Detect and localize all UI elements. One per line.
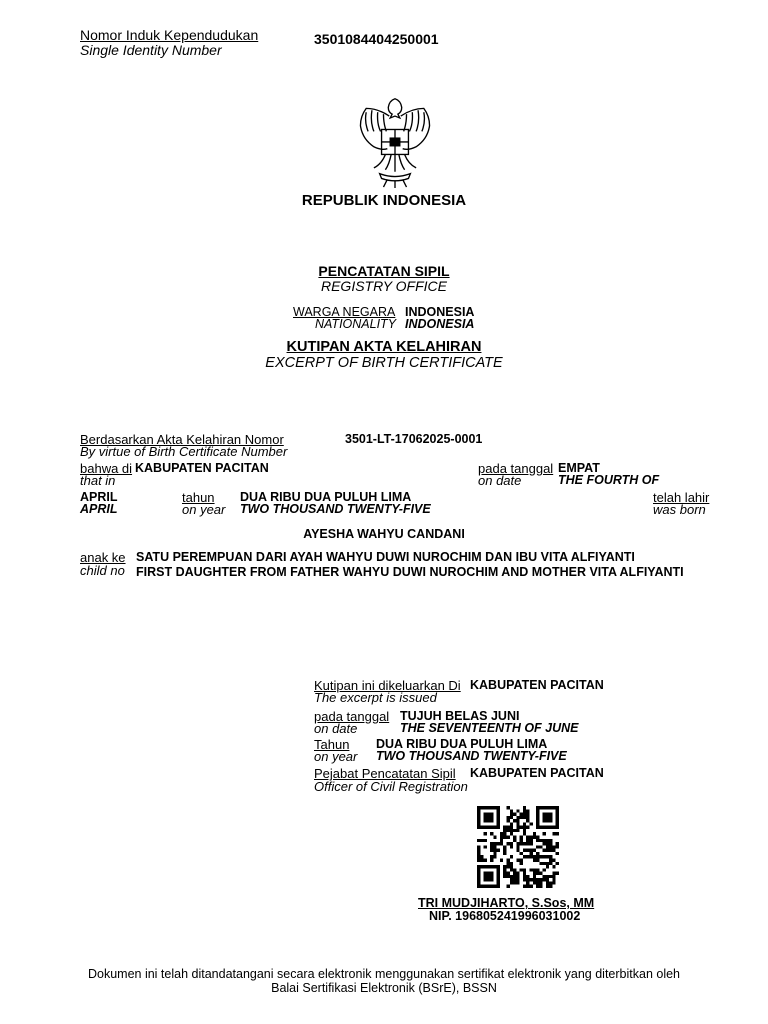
basis-value: 3501-LT-17062025-0001	[345, 432, 483, 446]
nik-label-en: Single Identity Number	[80, 42, 222, 58]
date-value-en: THE FOURTH OF	[558, 473, 660, 487]
issue-year-label-en: on year	[314, 749, 358, 764]
officer-label: Pejabat Pencatatan Sipil	[314, 766, 456, 781]
year-value: DUA RIBU DUA PULUH LIMA	[240, 490, 412, 504]
issue-date-value: TUJUH BELAS JUNI	[400, 709, 520, 723]
place-value: KABUPATEN PACITAN	[135, 461, 269, 475]
nationality-value-en: INDONESIA	[405, 317, 475, 331]
issue-year-value-en: TWO THOUSAND TWENTY-FIVE	[376, 749, 567, 763]
nik-value: 3501084404250001	[314, 31, 439, 47]
officer-value: KABUPATEN PACITAN	[470, 766, 604, 780]
issue-year-value: DUA RIBU DUA PULUH LIMA	[376, 737, 548, 751]
month-value-en: APRIL	[80, 502, 118, 516]
place-label-en: that in	[80, 473, 116, 488]
office-title: PENCATATAN SIPIL	[318, 263, 450, 279]
nik-label: Nomor Induk Kependudukan	[80, 27, 259, 43]
garuda-emblem-icon	[347, 93, 443, 189]
issue-date-value-en: THE SEVENTEENTH OF JUNE	[400, 721, 579, 735]
child-value: SATU PEREMPUAN DARI AYAH WAHYU DUWI NUROCHIM DAN IBU VITA ALFIYANTI	[136, 550, 635, 564]
born-label-en: was born	[653, 502, 706, 517]
issue-date-label: pada tanggal	[314, 709, 390, 724]
doc-title-en: EXCERPT OF BIRTH CERTIFICATE	[265, 355, 503, 371]
nationality-label: WARGA NEGARA	[293, 305, 396, 319]
year-label: tahun	[182, 490, 215, 505]
officer-label-en: Officer of Civil Registration	[314, 779, 468, 794]
office-title-en: REGISTRY OFFICE	[320, 278, 447, 294]
issued-value: KABUPATEN PACITAN	[470, 678, 604, 692]
footer-line-1: Dokumen ini telah ditandatangani secara elektronik menggunakan sertifikat elektronik yang diterbitkan oleh	[87, 967, 681, 981]
qr-code-icon	[477, 806, 559, 888]
basis-label-en: By virtue of Birth Certificate Number	[80, 444, 288, 459]
place-label: bahwa di	[80, 461, 133, 476]
date-label: pada tanggal	[478, 461, 554, 476]
issue-year-label: Tahun	[314, 737, 350, 752]
nationality-value: INDONESIA	[405, 305, 475, 319]
born-label: telah lahir	[653, 490, 710, 505]
date-value: EMPAT	[558, 461, 600, 475]
year-value-en: TWO THOUSAND TWENTY-FIVE	[240, 502, 431, 516]
nationality-label-en: NATIONALITY	[315, 317, 397, 331]
doc-title: KUTIPAN AKTA KELAHIRAN	[286, 339, 482, 355]
footer-line-2: Balai Sertifikasi Elektronik (BSrE), BSSN	[271, 981, 497, 995]
issue-date-label-en: on date	[314, 721, 358, 736]
basis-label: Berdasarkan Akta Kelahiran Nomor	[80, 432, 284, 447]
child-label: anak ke	[80, 550, 126, 565]
child-label-en: child no	[80, 563, 125, 578]
year-label-en: on year	[182, 502, 226, 517]
country-title: REPUBLIK INDONESIA	[301, 192, 467, 209]
issued-label: Kutipan ini dikeluarkan Di	[314, 678, 461, 693]
child-value-en: FIRST DAUGHTER FROM FATHER WAHYU DUWI NUROCHIM AND MOTHER VITA ALFIYANTI	[136, 565, 684, 579]
child-name: AYESHA WAHYU CANDANI	[303, 527, 465, 541]
signer-nip: NIP. 196805241996031002	[429, 909, 581, 923]
month-value: APRIL	[80, 490, 118, 504]
date-label-en: on date	[478, 473, 522, 488]
issued-label-en: The excerpt is issued	[314, 690, 437, 705]
signer-name: TRI MUDJIHARTO, S.Sos, MM	[418, 896, 595, 910]
